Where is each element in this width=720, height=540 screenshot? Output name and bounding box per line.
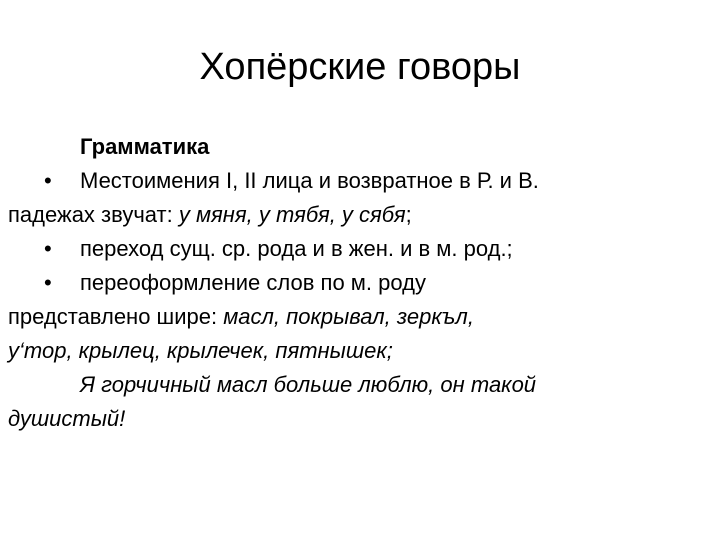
example-sentence-line: душистый! xyxy=(8,406,126,431)
bullet-item-pronouns xyxy=(44,164,684,198)
example-sentence xyxy=(44,368,684,402)
slide-body xyxy=(8,130,684,436)
bullet-icon: • xyxy=(44,236,52,261)
punctuation: ; xyxy=(405,202,412,227)
bullet-icon: • xyxy=(44,270,52,295)
example-forms: у мяня, у тябя, у сябя xyxy=(178,202,406,227)
example-forms: масл, покрывал, зеркъл, xyxy=(223,304,474,329)
continuation-text: падежах звучат: xyxy=(8,202,179,227)
bullet-text: переоформление слов по м. роду xyxy=(80,270,426,295)
bullet-continuation xyxy=(8,300,684,334)
section-heading: Грамматика xyxy=(80,134,210,159)
bullet-continuation xyxy=(8,198,684,232)
example-sentence-end xyxy=(8,402,684,436)
example-sentence-line: Я горчичный масл больше люблю, он такой xyxy=(80,372,537,397)
bullet-continuation xyxy=(8,334,684,368)
bullet-item-gender-shift xyxy=(44,232,684,266)
slide-title: Хопёрские говоры xyxy=(199,46,521,88)
continuation-text: представлено шире: xyxy=(8,304,224,329)
bullet-text: переход сущ. ср. рода и в жен. и в м. род.; xyxy=(80,236,513,261)
bullet-item-masculine xyxy=(44,266,684,300)
bullet-icon: • xyxy=(44,168,52,193)
example-forms: у‘тор, крылец, крылечек, пятнышек; xyxy=(8,338,393,363)
bullet-text: Местоимения I, II лица и возвратное в Р. и В. xyxy=(80,168,539,193)
